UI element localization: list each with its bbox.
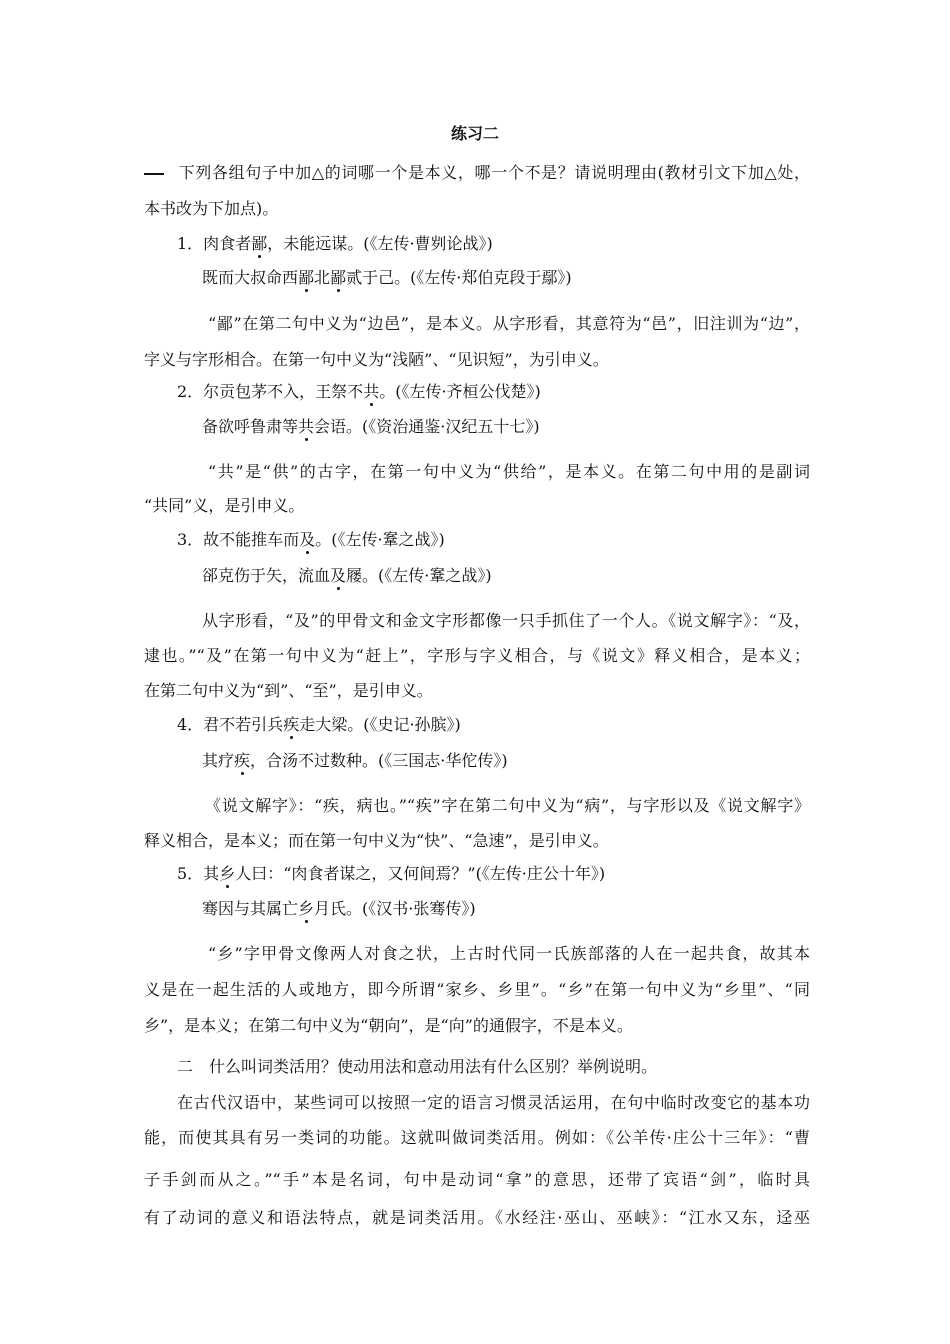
dash-marker [144, 173, 164, 175]
item-3-sentence-2: 郤克伤于矢，流血及屦。(《左传·鞌之战》) [202, 566, 492, 585]
item-5-explanation-cont-2: 乡”，是本义；在第二句中义为“朝向”，是“向”的通假字，不是本义。 [144, 1016, 633, 1035]
page-title: 练习二 [450, 124, 499, 143]
item-1-explanation-cont: 字义与字形相合。在第一句中义为“浅陋”、“见识短”，为引申义。 [144, 350, 609, 369]
section-2-paragraph-line-2: 能，而使其具有另一类词的功能。这就叫做词类活用。例如：《公羊传·庄公十三年》：“曹 [144, 1128, 810, 1147]
section-2-paragraph-line-3: 子手剑而从之。”“手”本是名词，句中是动词“拿”的意思，还带了宾语“剑”，临时具 [144, 1170, 810, 1189]
section-2-heading: 二 什么叫词类活用？使动用法和意动用法有什么区别？举例说明。 [177, 1057, 658, 1076]
section-2-paragraph-line-4: 有了动词的意义和语法特点，就是词类活用。《水经注·巫山、巫峡》：“江水又东，迳巫 [144, 1208, 810, 1227]
item-1-sentence-2: 既而大叔命西鄙北鄙贰于己。(《左传·郑伯克段于鄢》) [202, 268, 572, 287]
dotted-char: 疾 [283, 715, 300, 734]
item-2-sentence-1: 2．尔贡包茅不入，王祭不共。(《左传·齐桓公伐楚》) [177, 382, 541, 401]
item-4-sentence-1: 4．君不若引兵疾走大梁。(《史记·孙膑》) [177, 715, 461, 734]
section-1-heading: 下列各组句子中加△的词哪一个是本义，哪一个不是？请说明理由(教材引文下加△处， [144, 163, 810, 183]
item-4-explanation-cont: 释义相合，是本义；而在第一句中义为“快”、“急速”，是引申义。 [144, 831, 609, 850]
dotted-char: 鄙 [251, 234, 268, 253]
dotted-char: 共 [363, 382, 380, 401]
dotted-char: 鄙 [330, 268, 347, 287]
item-4-sentence-2: 其疗疾，合汤不过数种。(《三国志·华佗传》) [202, 751, 508, 770]
dotted-char: 疾 [234, 751, 251, 770]
item-3-explanation-cont-2: 在第二句中义为“到”、“至”，是引申义。 [144, 681, 433, 700]
dotted-char: 及 [330, 566, 347, 585]
section-1-heading-cont: 本书改为下加点)。 [144, 199, 279, 218]
item-2-explanation-cont: “共同”义，是引申义。 [144, 496, 305, 515]
dotted-char: 共 [298, 417, 315, 436]
item-3-explanation: 从字形看，“及”的甲骨文和金文字形都像一只手抓住了一个人。《说文解字》：“及， [202, 611, 810, 630]
item-5-explanation: “乡”字甲骨文像两人对食之状，上古时代同一氏族部落的人在一起共食，故其本 [208, 944, 810, 963]
item-3-explanation-cont-1: 逮也。”“及”在第一句中义为“赶上”，字形与字义相合，与《说文》释义相合，是本义； [144, 646, 810, 665]
item-3-sentence-1: 3．故不能推车而及。(《左传·鞌之战》) [177, 530, 445, 549]
item-2-explanation: “共”是“供”的古字，在第一句中义为“供给”，是本义。在第二句中用的是副词 [208, 462, 810, 481]
item-5-explanation-cont-1: 义是在一起生活的人或地方，即今所谓“家乡、乡里”。“乡”在第一句中义为“乡里”、“同 [144, 980, 810, 999]
item-2-sentence-2: 备欲呼鲁肃等共会语。(《资治通鉴·汉纪五十七》) [202, 417, 540, 436]
item-1-sentence-1: 1．肉食者鄙，未能远谋。(《左传·曹刿论战》) [177, 234, 493, 253]
item-4-explanation: 《说文解字》：“疾，病也。”“疾”字在第二句中义为“病”，与字形以及《说文解字》 [205, 796, 810, 815]
item-5-sentence-2: 骞因与其属亡乡月氏。(《汉书·张骞传》) [202, 899, 476, 918]
dotted-char: 乡 [219, 864, 236, 883]
item-1-explanation: “鄙”在第二句中义为“边邑”，是本义。从字形看，其意符为“邑”，旧注训为“边”， [208, 314, 810, 333]
dotted-char: 及 [299, 530, 316, 549]
dotted-char: 鄙 [298, 268, 315, 287]
dotted-char: 乡 [298, 899, 315, 918]
item-5-sentence-1: 5．其乡人曰：“肉食者谋之，又何间焉？”(《左传·庄公十年》) [177, 864, 606, 883]
section-2-paragraph-line-1: 在古代汉语中，某些词可以按照一定的语言习惯灵活运用，在句中临时改变它的基本功 [177, 1093, 810, 1112]
